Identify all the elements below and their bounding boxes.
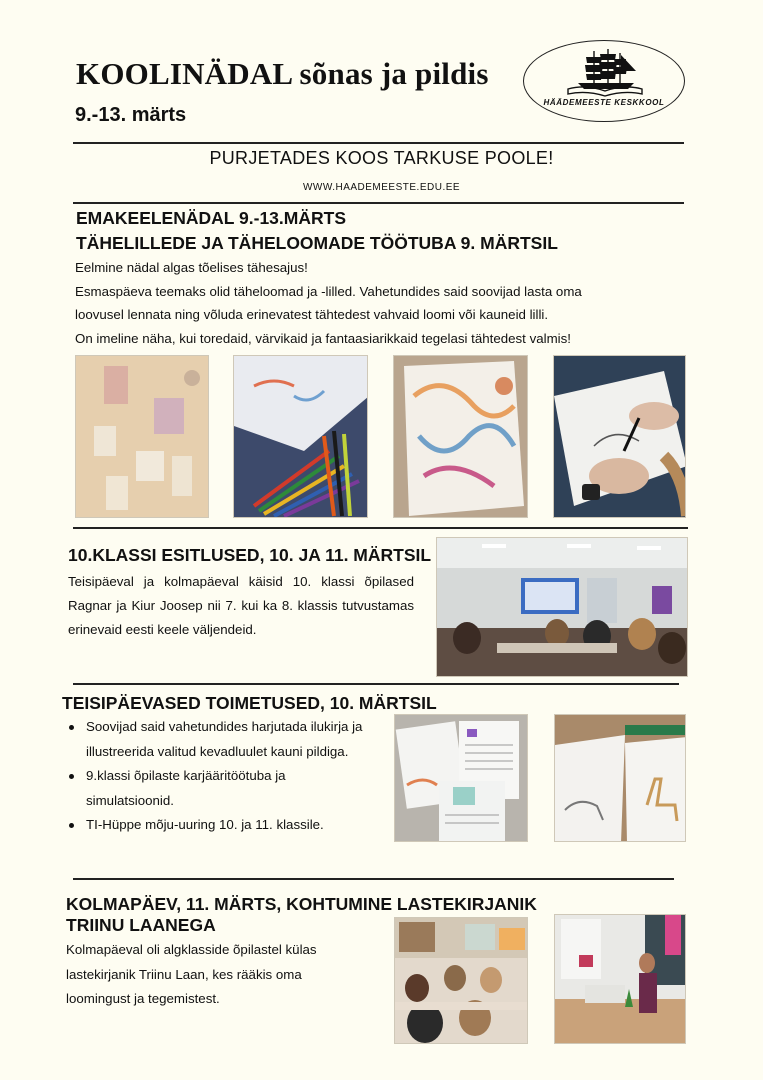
- text-line: lastekirjanik Triinu Laan, kes rääkis oma: [66, 966, 302, 982]
- bullet-icon: [69, 774, 74, 779]
- text-line: loomingust ja tegemistest.: [66, 991, 220, 1006]
- logo-text: HÄÄDEMEESTE KESKKOOL: [543, 98, 665, 107]
- text-line: Kolmapäeval oli algklasside õpilastel külas: [66, 942, 317, 957]
- divider: [73, 142, 684, 144]
- photo-calligraphy-papers: [394, 714, 528, 842]
- text-line: On imeline näha, kui toredaid, värvikaid ja fantaasiarikkaid tegelasi tähtedest valmis!: [75, 330, 571, 346]
- text-line: Esmaspäeva teemaks olid täheloomad ja -lilled. Vahetundides said soovijad lasta oma: [75, 283, 582, 299]
- section-heading-emakeelenadal: EMAKEELENÄDAL 9.-13.MÄRTS: [76, 208, 346, 228]
- divider: [73, 527, 688, 529]
- section-heading-triinu: TRIINU LAANEGA: [66, 915, 216, 935]
- school-logo: [523, 40, 685, 122]
- section-heading-tootuba: TÄHELILLEDE JA TÄHELOOMADE TÖÖTUBA 9. MÄRTSIL: [76, 233, 558, 253]
- text-line: Eelmine nädal algas tõelises tähesajus!: [75, 260, 308, 275]
- photo-letter-drawings: [393, 355, 528, 518]
- section-heading-esitlused: 10.KLASSI ESITLUSED, 10. JA 11. MÄRTSIL: [68, 545, 432, 565]
- page-title: KOOLINÄDAL sõnas ja pildis: [76, 56, 489, 91]
- section2-text: Teisipäeval ja kolmapäeval käisid 10. klassi õpilased Ragnar ja Kiur Joosep nii 7. kui ka 8. klassis tutvustamas erinevaid eesti keele väljendeid.: [68, 574, 414, 637]
- photo-animal-drawings: [554, 714, 686, 842]
- bullet-icon: [69, 823, 74, 828]
- section1-text: [75, 256, 715, 350]
- photo-students-listening: [394, 917, 528, 1044]
- photo-letter-animals-wall: [75, 355, 209, 518]
- photo-author-speaking: [554, 914, 686, 1044]
- section4-text: [66, 938, 396, 1012]
- divider: [73, 202, 684, 204]
- bullet-icon: [69, 725, 74, 730]
- ship-book-icon: [564, 47, 646, 97]
- divider: [73, 878, 674, 880]
- photo-colored-pencils: [233, 355, 368, 518]
- page-dates: 9.-13. märts: [75, 104, 187, 126]
- bullet-list: [66, 715, 366, 838]
- list-item: Soovijad said vahetundides harjutada ilukirja ja illustreerida valitud kevadluulet kauni pildiga.: [66, 715, 366, 764]
- website-link[interactable]: WWW.HAADEMEESTE.EDU.EE: [302, 182, 461, 193]
- text-line: loovusel lennata ning võluda erinevatest tähtedest vahvaid loomi või kauneid lilli.: [75, 307, 549, 322]
- section-heading-toimetused: TEISIPÄEVASED TOIMETUSED, 10. MÄRTSIL: [62, 693, 437, 713]
- section-heading-kohtumine: KOLMAPÄEV, 11. MÄRTS, KOHTUMINE LASTEKIRJANIK: [66, 894, 537, 914]
- divider: [73, 683, 679, 685]
- list-item: TI-Hüppe mõju-uuring 10. ja 11. klassile.: [66, 813, 366, 838]
- photo-child-drawing: [553, 355, 686, 518]
- list-item: 9.klassi õpilaste karjääritöötuba ja simulatsioonid.: [66, 764, 366, 813]
- school-motto: PURJETADES KOOS TARKUSE POOLE!: [209, 148, 554, 168]
- photo-classroom-presentation: [436, 537, 688, 677]
